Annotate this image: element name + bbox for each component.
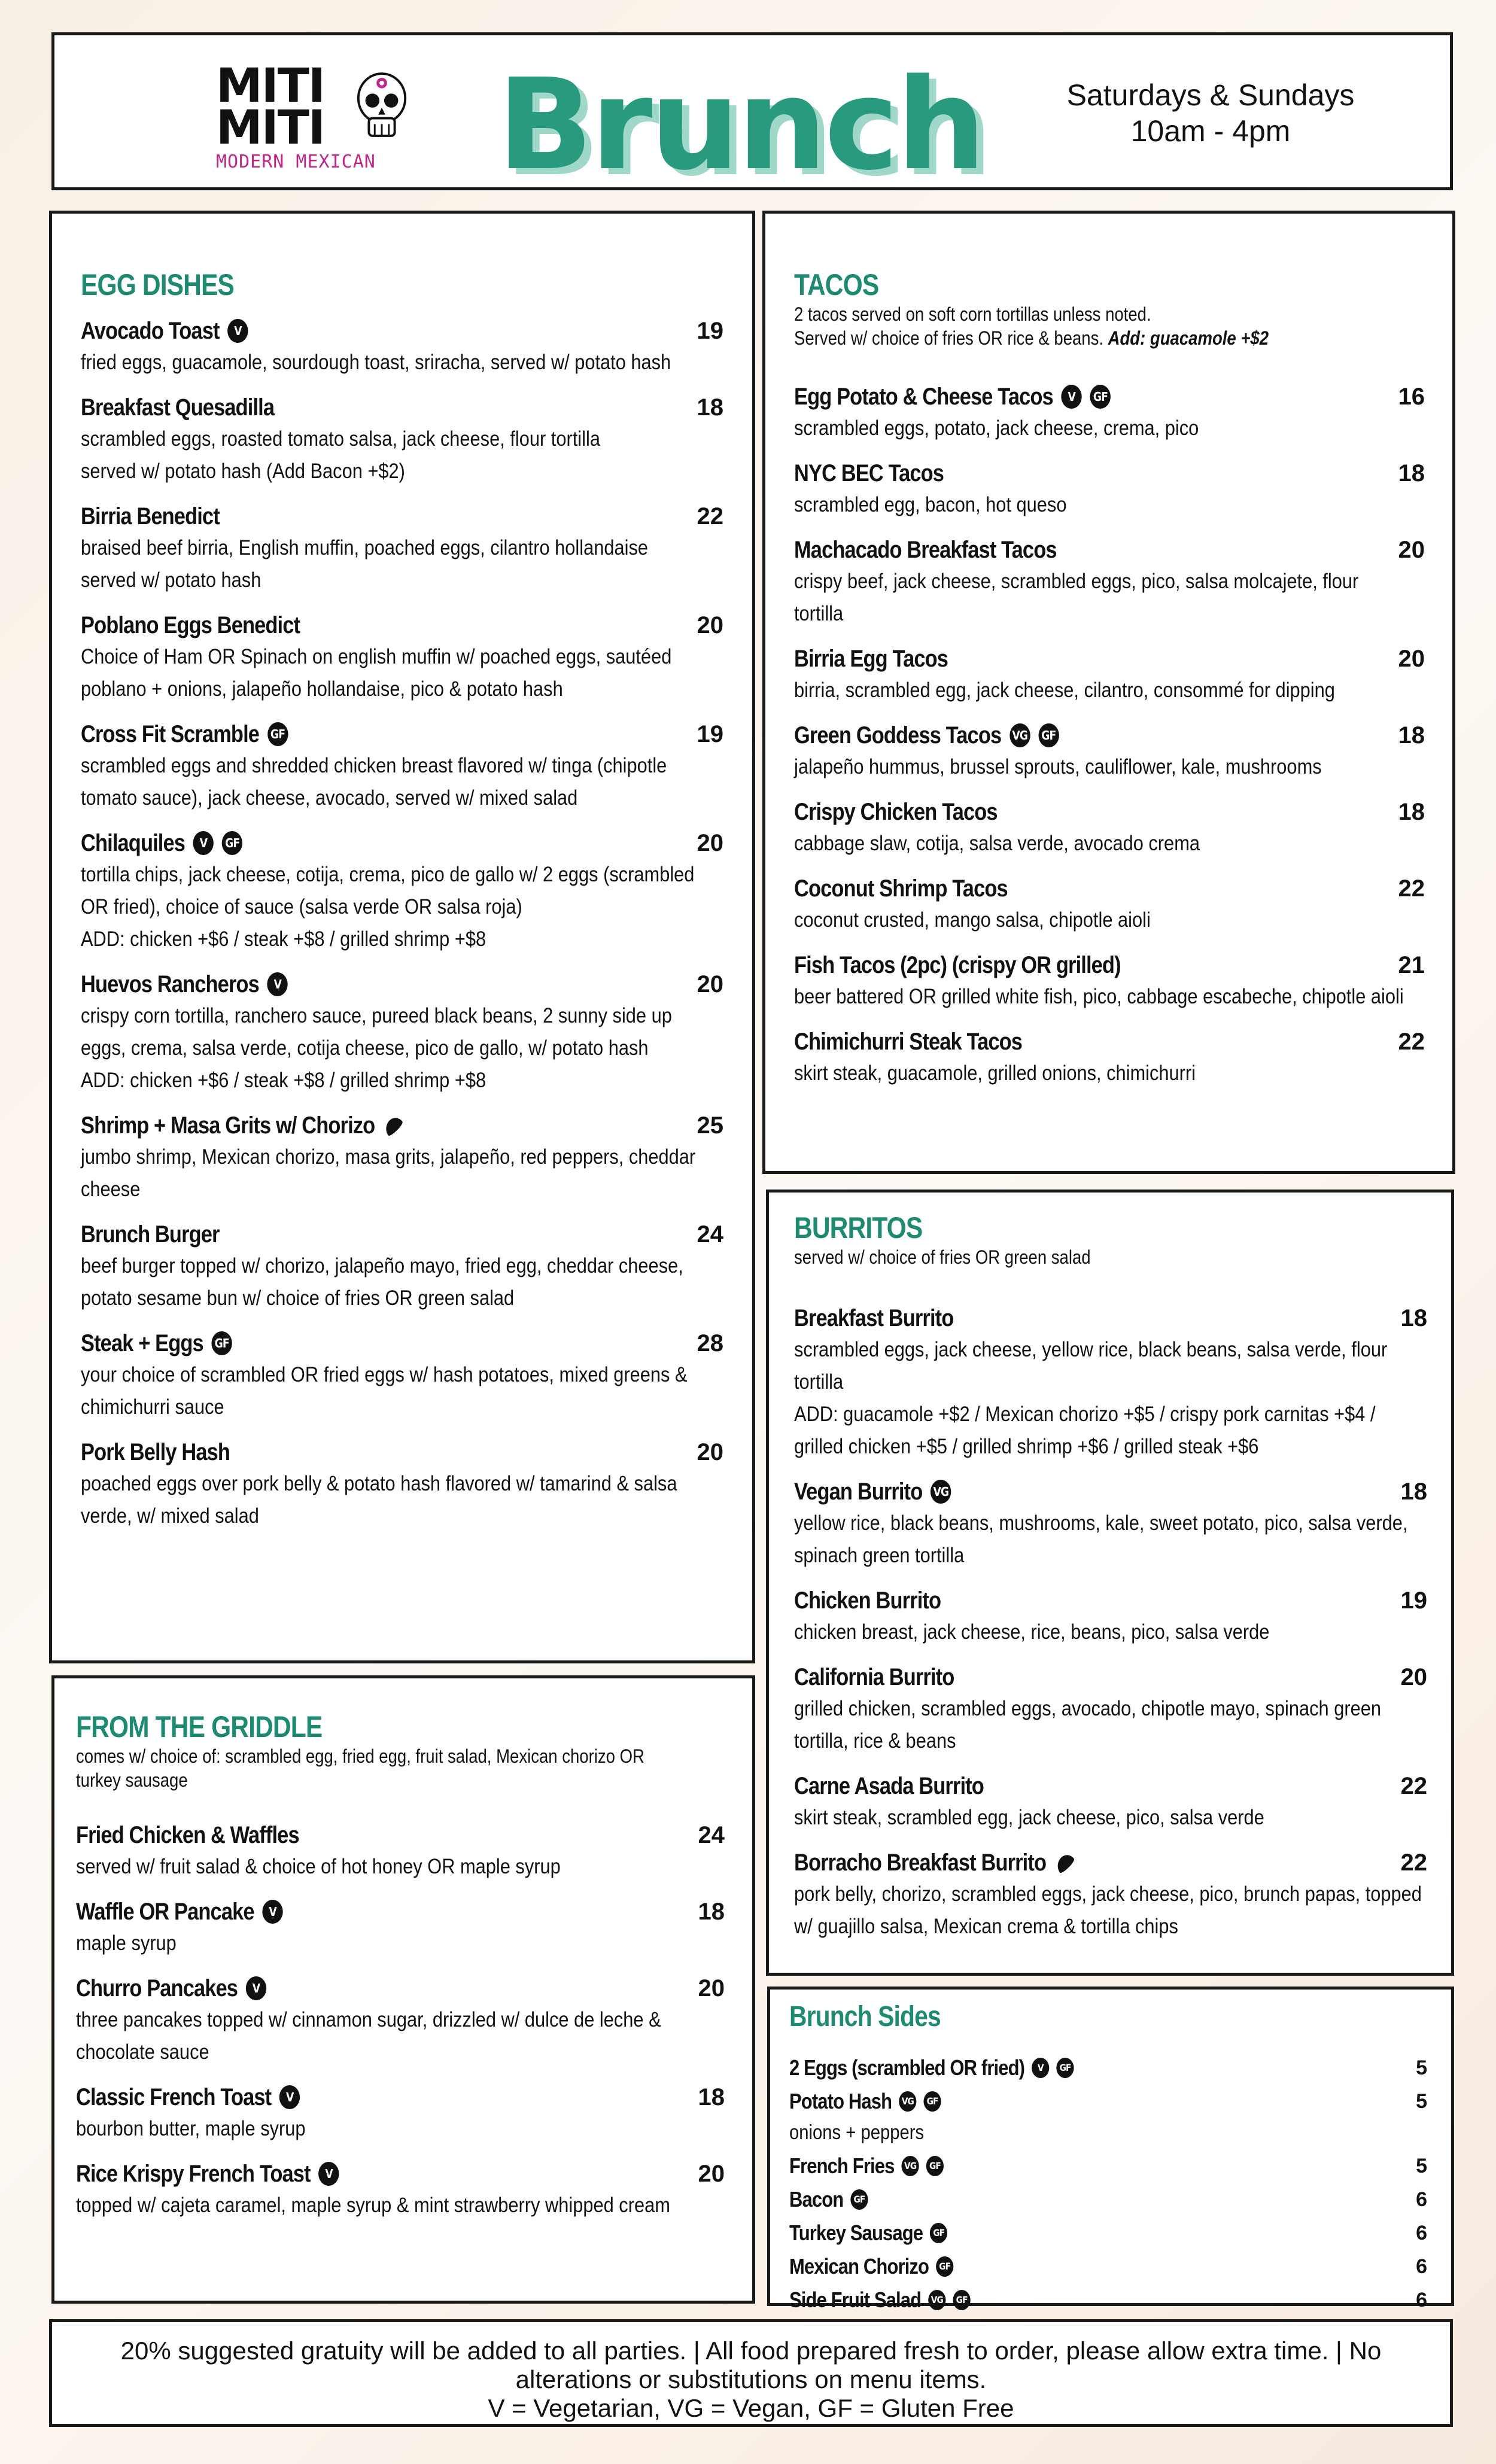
menu-item-description: tortilla chips, jack cheese, cotija, crema, pico de gallo w/ 2 eggs (scrambled [81,863,695,886]
gf-badge-icon: GF [212,1331,232,1355]
side-item [789,2150,1427,2182]
section-note-text: Served w/ choice of fries OR rice & beans. [794,327,1103,349]
menu-item-description: braised beef birria, English muffin, poached eggs, cilantro hollandaise [81,536,648,559]
menu-footer [49,2319,1453,2427]
side-item [789,2284,1427,2316]
menu-item [76,1896,725,1960]
menu-item-name-row [76,1820,299,1851]
logo-line-1: MITI [216,59,324,113]
menu-item-name: Chimichurri Steak Tacos [794,1029,1023,1055]
menu-item-header [81,828,723,859]
menu-item-name-row [81,1437,230,1468]
menu-item [81,610,723,705]
menu-item-name: Fried Chicken & Waffles [76,1822,299,1848]
menu-item-header [81,1219,723,1250]
menu-item [794,720,1425,783]
menu-item-name: Chicken Burrito [794,1587,941,1614]
menu-item-price: 22 [1400,1849,1427,1876]
menu-item-description: pork belly, chorizo, scrambled eggs, jack cheese, pico, brunch papas, topped [794,1882,1422,1906]
gf-badge-icon: GF [1056,2058,1074,2078]
menu-item-header [81,610,723,641]
menu-item [794,458,1425,521]
menu-item-name-row [76,1896,283,1927]
menu-item-name-row [81,1219,220,1250]
menu-item-price: 24 [697,1221,723,1248]
menu-item [794,643,1425,707]
menu-item-header [76,1973,725,2004]
menu-item-name-row [794,1303,953,1334]
menu-item [81,501,723,597]
menu-item-name-row [81,969,288,1000]
side-item [789,2251,1427,2282]
menu-item-description: ADD: guacamole +$2 / Mexican chorizo +$5 / crispy pork carnitas +$4 / [794,1403,1376,1426]
menu-item-description: potato sesame bun w/ choice of fries OR green salad [81,1286,515,1310]
section-note: served w/ choice of fries OR green salad [794,1246,1091,1268]
section-note: comes w/ choice of: scrambled egg, fried egg, fruit salad, Mexican chorizo OR turkey sausage [76,1745,644,1791]
menu-item-header [76,1896,725,1927]
menu-item-price: 25 [697,1112,723,1139]
menu-item-description: poached eggs over pork belly & potato hash flavored w/ tamarind & salsa [81,1472,677,1495]
footer-alterations: alterations or substitutions on menu items. [515,2365,987,2393]
menu-item-description: cheese [81,1178,141,1201]
menu-header [51,32,1453,198]
spicy-pepper-icon [1054,1851,1075,1875]
sugar-skull-icon [352,70,411,141]
menu-item-price: 20 [1398,537,1425,563]
menu-item-name-row [81,610,300,641]
menu-item-description: fried eggs, guacamole, sourdough toast, sriracha, served w/ potato hash [81,351,671,374]
menu-item-name: NYC BEC Tacos [794,460,944,486]
side-item [789,2184,1427,2215]
griddle-section [51,1675,755,2304]
hours-time: 10am - 4pm [1130,114,1291,148]
menu-item-name-row [81,501,220,532]
menu-item-description: spinach green tortilla [794,1544,965,1567]
menu-item-name: Fish Tacos (2pc) (crispy OR grilled) [794,952,1121,978]
menu-item [794,1585,1427,1648]
menu-item-description: three pancakes topped w/ cinnamon sugar, drizzled w/ dulce de leche & [76,2008,661,2031]
menu-item [81,1219,723,1315]
menu-item-description: scrambled eggs, jack cheese, yellow rice, black beans, salsa verde, flour [794,1338,1388,1361]
menu-item-name-row [794,1476,951,1507]
menu-item-header [794,458,1425,489]
menu-item [76,1973,725,2068]
gf-badge-icon: GF [1090,385,1111,409]
menu-item-description: tortilla, rice & beans [794,1729,956,1753]
menu-item-name: Birria Benedict [81,503,220,530]
menu-item-description: tortilla [794,602,844,625]
menu-item-price: 18 [1400,1305,1427,1331]
menu-item-price: 22 [1400,1773,1427,1799]
menu-item [794,950,1425,1013]
vg-badge-icon: VG [928,2290,945,2310]
menu-item-name: Coconut Shrimp Tacos [794,875,1008,902]
menu-item-price: 18 [698,1899,725,1925]
menu-item-price: 18 [1400,1479,1427,1505]
menu-item [76,1820,725,1883]
menu-item-name-row [81,1110,403,1141]
menu-item-price: 19 [697,318,723,344]
menu-item-price: 20 [1400,1664,1427,1690]
gf-badge-icon: GF [953,2290,971,2310]
menu-item [81,315,723,379]
v-badge-icon: V [267,972,288,996]
menu-item-description: served w/ potato hash (Add Bacon +$2) [81,460,405,483]
menu-item-name: Breakfast Burrito [794,1305,954,1331]
menu-item [81,1328,723,1423]
menu-item [76,2158,725,2222]
menu-item-description: scrambled eggs, potato, jack cheese, crema, pico [794,416,1199,440]
menu-item-name-row [794,1847,1074,1878]
item-list [81,315,723,1532]
item-list [794,1303,1427,1943]
menu-item [794,1662,1427,1757]
side-item-price: 5 [1416,2154,1427,2177]
menu-item-header [81,1110,723,1141]
menu-item-header [794,950,1425,981]
menu-item-description: your choice of scrambled OR fried eggs w/ hash potatoes, mixed greens & [81,1363,688,1386]
menu-item-name-row [794,381,1111,412]
menu-item-description: ADD: chicken +$6 / steak +$8 / grilled shrimp +$8 [81,1069,486,1092]
menu-item-description: OR fried), choice of sauce (salsa verde OR salsa roja) [81,895,522,918]
menu-item-name: Chilaquiles [81,830,186,856]
menu-item-name-row [76,1973,266,2004]
menu-item-name: Churro Pancakes [76,1975,238,2001]
menu-item-name: Rice Krispy French Toast [76,2161,311,2187]
side-item-name-row [789,2052,1074,2083]
menu-item-header [81,501,723,532]
menu-item-name: Machacado Breakfast Tacos [794,537,1057,563]
side-item-price: 5 [1416,2056,1427,2079]
side-item-name: Turkey Sausage [789,2220,923,2245]
menu-item [794,381,1425,445]
menu-item-header [794,1303,1427,1334]
menu-item-name-row [81,1328,232,1359]
v-badge-icon: V [1062,385,1082,409]
footer-legend: V = Vegetarian, VG = Vegan, GF = Gluten Free [488,2394,1014,2422]
menu-item-price: 18 [697,394,723,421]
menu-item-name: Crispy Chicken Tacos [794,799,998,825]
side-item-name: Mexican Chorizo [789,2254,929,2279]
menu-item-header [794,1771,1427,1802]
menu-item-name-row [794,1771,984,1802]
menu-item-name: Shrimp + Masa Grits w/ Chorizo [81,1112,375,1139]
side-item-name-row [789,2086,941,2117]
gf-badge-icon: GF [923,2091,941,2112]
menu-item-description: tomato sauce), jack cheese, avocado, served w/ mixed salad [81,786,578,810]
menu-item-description: beef burger topped w/ chorizo, jalapeño mayo, fried egg, cheddar cheese, [81,1254,683,1277]
side-item [789,2086,1427,2117]
tacos-section [762,211,1455,1174]
menu-item-name: California Burrito [794,1664,954,1690]
side-item-price: 6 [1416,2288,1427,2311]
menu-item-price: 20 [698,2161,725,2187]
menu-item-price: 22 [1398,1029,1425,1055]
vg-badge-icon: VG [899,2091,916,2112]
hours-days: Saturdays & Sundays [1066,78,1355,112]
menu-item [794,1847,1427,1943]
menu-item [794,534,1425,630]
menu-item-price: 22 [1398,875,1425,902]
menu-item-price: 28 [697,1330,723,1356]
menu-item-price: 18 [1398,722,1425,749]
menu-item-header [81,315,723,346]
restaurant-logo [216,59,419,173]
menu-item-description: cabbage slaw, cotija, salsa verde, avocado crema [794,832,1200,855]
menu-item-name: Brunch Burger [81,1221,220,1248]
menu-item-price: 21 [1398,952,1425,978]
menu-item-description: skirt steak, scrambled egg, jack cheese, pico, salsa verde [794,1806,1264,1829]
menu-item-header [76,1820,725,1851]
menu-item-header [81,1437,723,1468]
logo-subtitle: MODERN MEXICAN [216,151,376,172]
menu-item-header [76,2082,725,2113]
menu-item-header [81,719,723,750]
menu-item-header [794,1026,1425,1057]
menu-item-header [81,1328,723,1359]
side-item-price: 6 [1416,2255,1427,2278]
menu-item-header [794,1662,1427,1693]
menu-item-price: 22 [697,503,723,530]
v-badge-icon: V [227,319,248,343]
menu-item-name-row [794,1026,1022,1057]
side-item-name-row [789,2251,953,2282]
menu-item-description: chicken breast, jack cheese, rice, beans, pico, salsa verde [794,1620,1270,1644]
menu-item-header [794,1585,1427,1616]
menu-item-description: verde, w/ mixed salad [81,1504,259,1528]
menu-item-header [794,1847,1427,1878]
menu-item-description: chimichurri sauce [81,1395,224,1419]
menu-item-name: Steak + Eggs [81,1330,203,1356]
v-badge-icon: V [193,831,214,855]
menu-item [81,719,723,814]
section-note-2 [794,326,1336,350]
menu-item-name: Egg Potato & Cheese Tacos [794,384,1053,410]
menu-item-name-row [794,534,1057,565]
menu-item-description: served w/ potato hash [81,568,262,592]
menu-item-name-row [794,720,1059,751]
menu-item-description: jalapeño hummus, brussel sprouts, cauliflower, kale, mushrooms [794,755,1322,778]
side-item-name-row [789,2184,868,2215]
menu-item-name-row [794,796,998,828]
side-item-description: onions + peppers [789,2121,925,2144]
menu-item-name: Cross Fit Scramble [81,721,260,747]
v-badge-icon: V [318,2162,339,2186]
logo-line-2: MITI [216,101,324,155]
gf-badge-icon: GF [222,831,242,855]
menu-item [81,828,723,956]
menu-item-description: served w/ fruit salad & choice of hot honey OR maple syrup [76,1855,561,1878]
menu-item-price: 19 [1400,1587,1427,1614]
side-item-name-row [789,2217,947,2249]
section-title: Brunch Sides [789,2001,941,2033]
side-item-price: 6 [1416,2188,1427,2211]
menu-item-price: 16 [1398,384,1425,410]
menu-item [81,1110,723,1206]
menu-item-name-row [794,458,944,489]
menu-item [81,1437,723,1532]
menu-item-name: Carne Asada Burrito [794,1773,984,1799]
menu-item-name-row [794,873,1008,904]
menu-item-name: Classic French Toast [76,2084,272,2110]
menu-item-header [794,796,1425,828]
menu-item-description: crispy corn tortilla, ranchero sauce, pureed black beans, 2 sunny side up [81,1004,672,1027]
menu-item-description: maple syrup [76,1931,177,1955]
menu-item-description: coconut crusted, mango salsa, chipotle aioli [794,908,1151,932]
side-item-name-row [789,2150,944,2182]
gf-badge-icon: GF [850,2189,868,2210]
menu-item-name-row [76,2082,300,2113]
section-note-addon: Add: guacamole +$2 [1108,327,1269,349]
menu-item-description: bourbon butter, maple syrup [76,2117,306,2140]
menu-item-description: topped w/ cajeta caramel, maple syrup & mint strawberry whipped cream [76,2194,670,2217]
menu-item-name-row [81,828,242,859]
side-item [789,2217,1427,2249]
spicy-pepper-icon [382,1114,404,1137]
footer-gratuity: 20% suggested gratuity will be added to all parties. | All food prepared fresh to order, please allow extra time. | No [120,2337,1382,2365]
v-badge-icon: V [1032,2058,1049,2078]
menu-item-header [794,381,1425,412]
section-note: 2 tacos served on soft corn tortillas unless noted. [794,303,1151,325]
gf-badge-icon: GF [936,2256,953,2277]
menu-item [81,969,723,1097]
menu-item-description: scrambled egg, bacon, hot queso [794,493,1067,516]
menu-item [794,1476,1427,1572]
section-title: BURRITOS [794,1211,923,1245]
menu-item-description: scrambled eggs, roasted tomato salsa, jack cheese, flour tortilla [81,427,600,451]
gf-badge-icon: GF [926,2156,944,2176]
menu-item-description: Choice of Ham OR Spinach on english muffin w/ poached eggs, sautéed [81,645,672,668]
item-list [76,1820,725,2222]
menu-item-description: ADD: chicken +$6 / steak +$8 / grilled shrimp +$8 [81,927,486,951]
menu-item-name-row [794,643,948,674]
side-item-name-row [789,2284,971,2316]
menu-item-price: 18 [1398,460,1425,486]
menu-item [794,1026,1425,1090]
burritos-section [766,1190,1454,1976]
v-badge-icon: V [262,1900,282,1924]
menu-item-description: tortilla [794,1370,844,1394]
menu-item-price: 20 [698,1975,725,2001]
menu-item-name: Borracho Breakfast Burrito [794,1849,1047,1876]
menu-item-name: Poblano Eggs Benedict [81,612,300,638]
menu-item-name-row [794,1662,954,1693]
side-item-price: 6 [1416,2221,1427,2244]
sides-list [789,2052,1427,2316]
menu-item [794,1303,1427,1463]
menu-item-description: w/ guajillo salsa, Mexican crema & tortilla chips [794,1915,1178,1938]
section-title: FROM THE GRIDDLE [76,1710,323,1744]
side-item [789,2052,1427,2083]
menu-item-description: scrambled eggs and shredded chicken breast flavored w/ tinga (chipotle [81,754,667,777]
menu-item-name-row [76,2158,339,2189]
vg-badge-icon: VG [902,2156,919,2176]
v-badge-icon: V [279,2085,300,2109]
menu-item-price: 18 [698,2084,725,2110]
menu-item-description: yellow rice, black beans, mushrooms, kale, sweet potato, pico, salsa verde, [794,1511,1408,1535]
menu-item-name: Vegan Burrito [794,1479,923,1505]
menu-item-name: Breakfast Quesadilla [81,394,275,421]
menu-item [794,1771,1427,1834]
menu-item-name-row [81,719,288,750]
menu-item-header [81,392,723,423]
menu-item-description: crispy beef, jack cheese, scrambled eggs, pico, salsa molcajete, flour [794,570,1359,593]
menu-item-name-row [81,315,248,346]
menu-item [794,796,1425,860]
menu-item-description: skirt steak, guacamole, grilled onions, chimichurri [794,1061,1196,1085]
menu-item-description: poblano + onions, jalapeño hollandaise, pico & potato hash [81,677,563,701]
menu-item-header [794,720,1425,751]
menu-item-price: 24 [698,1822,725,1848]
gf-badge-icon: GF [930,2223,947,2243]
section-title: EGG DISHES [81,268,235,302]
menu-item-header [794,643,1425,674]
side-item-name: Potato Hash [789,2089,892,2113]
menu-item-description: grilled chicken, scrambled eggs, avocado, chipotle mayo, spinach green [794,1697,1382,1720]
menu-item [81,392,723,488]
v-badge-icon: V [246,1976,266,2000]
section-title: TACOS [794,268,879,302]
side-item-name: Bacon [789,2187,844,2211]
menu-item-description: beer battered OR grilled white fish, pico, cabbage escabeche, chipotle aioli [794,985,1404,1008]
side-item-price: 5 [1416,2089,1427,2113]
menu-item-header [794,873,1425,904]
gf-badge-icon: GF [267,722,288,746]
menu-item-description: jumbo shrimp, Mexican chorizo, masa grits, jalapeño, red peppers, cheddar [81,1145,696,1169]
menu-item-name: Green Goddess Tacos [794,722,1002,749]
vg-badge-icon: VG [931,1480,951,1504]
side-item-name: Side Fruit Salad [789,2287,922,2312]
menu-item-header [794,534,1425,565]
menu-item-name: Birria Egg Tacos [794,646,948,672]
menu-item-name-row [81,392,274,423]
gf-badge-icon: GF [1038,723,1059,747]
menu-item-description: eggs, crema, salsa verde, cotija cheese, pico de gallo, w/ potato hash [81,1036,649,1060]
menu-item-price: 18 [1398,799,1425,825]
menu-item-name-row [794,1585,941,1616]
menu-item-header [76,2158,725,2189]
menu-item [76,2082,725,2145]
menu-item-price: 20 [1398,646,1425,672]
menu-item-name-row [794,950,1121,981]
menu-item-name: Pork Belly Hash [81,1439,230,1465]
item-list [794,381,1425,1090]
menu-item-price: 19 [697,721,723,747]
menu-item-header [81,969,723,1000]
menu-item-description: grilled chicken +$5 / grilled shrimp +$6 / grilled steak +$6 [794,1435,1259,1458]
side-item-name: 2 Eggs (scrambled OR fried) [789,2055,1025,2080]
menu-item-price: 20 [697,971,723,997]
menu-item-description: chocolate sauce [76,2040,209,2064]
vg-badge-icon: VG [1010,723,1030,747]
egg-dishes-section [49,211,755,1663]
menu-item-price: 20 [697,612,723,638]
page-title: Brunch [497,51,984,198]
menu-item-description: birria, scrambled egg, jack cheese, cilantro, consommé for dipping [794,679,1335,702]
menu-item-header [794,1476,1427,1507]
menu-item-name: Avocado Toast [81,318,220,344]
menu-item [794,873,1425,936]
menu-item-price: 20 [697,1439,723,1465]
menu-item-name: Huevos Rancheros [81,971,259,997]
menu-item-price: 20 [697,830,723,856]
side-item-name: French Fries [789,2153,895,2178]
hours [1043,77,1378,149]
brunch-sides-section [767,1987,1454,2312]
menu-item-name: Waffle OR Pancake [76,1899,254,1925]
